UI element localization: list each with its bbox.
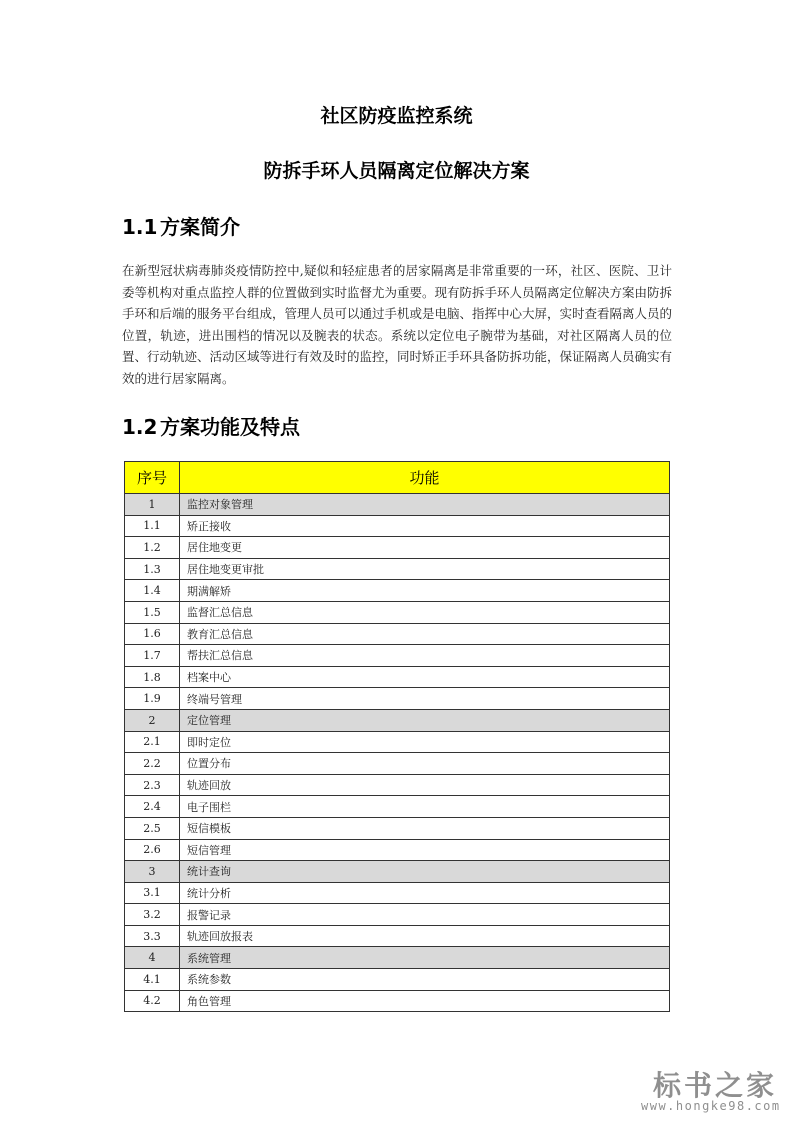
table-row (125, 839, 670, 861)
row-function: 短信管理 (180, 839, 670, 861)
row-serial: 1.4 (125, 580, 180, 602)
row-serial: 1.7 (125, 645, 180, 667)
row-function: 居住地变更审批 (180, 558, 670, 580)
table-header-row (125, 462, 670, 494)
row-serial: 2.5 (125, 817, 180, 839)
row-serial: 1.6 (125, 623, 180, 645)
section-heading-features (122, 412, 300, 442)
row-serial: 1.8 (125, 666, 180, 688)
table-row (125, 969, 670, 991)
watermark-url: www.hongke98.com (641, 1099, 781, 1113)
row-serial: 4.1 (125, 969, 180, 991)
row-serial: 1 (125, 494, 180, 516)
table-row (125, 990, 670, 1012)
row-function: 监控对象管理 (180, 494, 670, 516)
section-title: 方案简介 (160, 215, 240, 239)
row-function: 报警记录 (180, 904, 670, 926)
row-serial: 1.1 (125, 515, 180, 537)
row-function: 统计查询 (180, 861, 670, 883)
row-function: 教育汇总信息 (180, 623, 670, 645)
row-function: 系统管理 (180, 947, 670, 969)
section-number: 1.2 (122, 415, 158, 439)
table-row (125, 882, 670, 904)
row-serial: 1.9 (125, 688, 180, 710)
row-serial: 2 (125, 709, 180, 731)
table-body (125, 494, 670, 1012)
row-serial: 3.2 (125, 904, 180, 926)
row-function: 电子围栏 (180, 796, 670, 818)
table-group-row (125, 947, 670, 969)
document-title: 社区防疫监控系统 (320, 105, 473, 127)
row-function: 角色管理 (180, 990, 670, 1012)
row-serial: 3.3 (125, 925, 180, 947)
section-title: 方案功能及特点 (160, 415, 300, 439)
row-serial: 1.5 (125, 601, 180, 623)
row-function: 短信模板 (180, 817, 670, 839)
row-function: 监督汇总信息 (180, 601, 670, 623)
table-row (125, 753, 670, 775)
row-function: 期满解矫 (180, 580, 670, 602)
table-row (125, 623, 670, 645)
table-row (125, 645, 670, 667)
row-function: 终端号管理 (180, 688, 670, 710)
row-function: 轨迹回放报表 (180, 925, 670, 947)
row-serial: 2.3 (125, 774, 180, 796)
watermark-brand: 标书之家 (653, 1069, 778, 1102)
row-serial: 4.2 (125, 990, 180, 1012)
row-function: 统计分析 (180, 882, 670, 904)
table-row (125, 904, 670, 926)
row-function: 档案中心 (180, 666, 670, 688)
row-function: 即时定位 (180, 731, 670, 753)
header-serial: 序号 (125, 462, 180, 494)
intro-paragraph: 在新型冠状病毒肺炎疫情防控中,疑似和轻症患者的居家隔离是非常重要的一环，社区、医院、卫计委等机构对重点监控人群的位置做到实时监督尤为重要。现有防拆手环人员隔离定位解决方案由防拆手环和后端的服务平台组成，管理人员可以通过手机或是电脑、指挥中心大屏，实时查看隔离人员的位置，轨迹，进出围档的情况以及腕表的状态。系统以定位电子腕带为基础，对社区隔离人员的位置、行动轨迹、活动区域等进行有效及时的监控，同时矫正手环具备防拆功能，保证隔离人员确实有效的进行居家隔离。 (122, 263, 673, 386)
table-row (125, 580, 670, 602)
row-function: 居住地变更 (180, 537, 670, 559)
row-function: 帮扶汇总信息 (180, 645, 670, 667)
table-row (125, 796, 670, 818)
table-row (125, 558, 670, 580)
table-row (125, 817, 670, 839)
table-group-row (125, 494, 670, 516)
row-serial: 2.2 (125, 753, 180, 775)
table-row (125, 925, 670, 947)
table-row (125, 515, 670, 537)
table-row (125, 601, 670, 623)
row-serial: 1.3 (125, 558, 180, 580)
section-number: 1.1 (122, 215, 158, 239)
table-group-row (125, 709, 670, 731)
row-serial: 1.2 (125, 537, 180, 559)
row-function: 矫正接收 (180, 515, 670, 537)
table-row (125, 666, 670, 688)
row-function: 位置分布 (180, 753, 670, 775)
table-row (125, 537, 670, 559)
document-subtitle: 防拆手环人员隔离定位解决方案 (263, 160, 530, 182)
header-function: 功能 (180, 462, 670, 494)
table-row (125, 774, 670, 796)
table-row (125, 688, 670, 710)
row-function: 定位管理 (180, 709, 670, 731)
row-function: 系统参数 (180, 969, 670, 991)
row-serial: 2.6 (125, 839, 180, 861)
row-serial: 3.1 (125, 882, 180, 904)
table-group-row (125, 861, 670, 883)
row-serial: 2.4 (125, 796, 180, 818)
row-serial: 4 (125, 947, 180, 969)
section-heading-intro (122, 212, 240, 242)
row-serial: 3 (125, 861, 180, 883)
table-row (125, 731, 670, 753)
function-table (124, 461, 670, 1012)
row-serial: 2.1 (125, 731, 180, 753)
row-function: 轨迹回放 (180, 774, 670, 796)
